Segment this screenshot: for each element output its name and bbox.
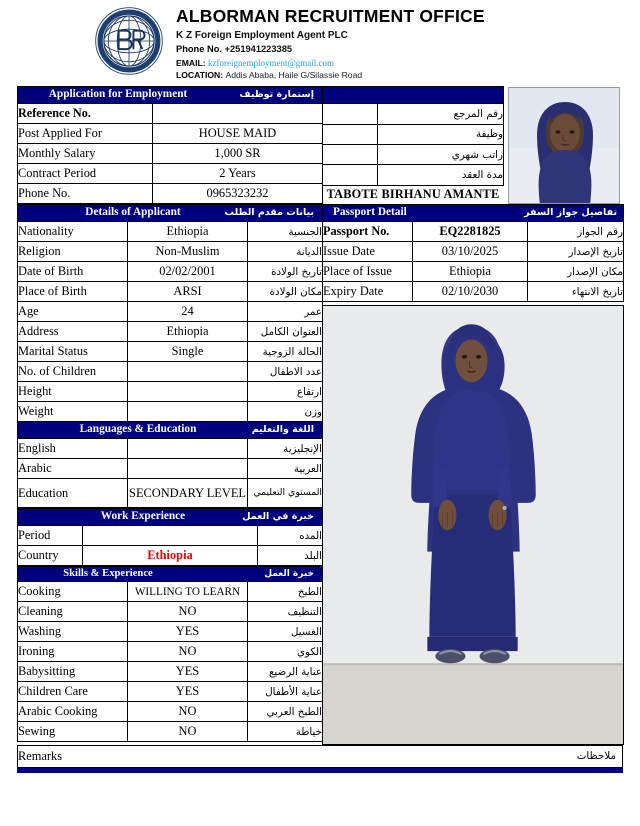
table-row (323, 282, 624, 302)
phone-value: +251941223385 (224, 44, 293, 55)
height-label-ar: ارتفاع (248, 382, 323, 402)
table-row (323, 222, 624, 242)
address-label: Address (18, 322, 128, 342)
arabic-cooking-label-ar: الطبخ العربي (248, 702, 323, 722)
table-row (18, 479, 323, 508)
weight-label: Weight (18, 402, 128, 422)
children-care-label: Children Care (18, 682, 128, 702)
babysitting-label-ar: عناية الرضيع (248, 662, 323, 682)
height-label: Height (18, 382, 128, 402)
reference-no-label: Reference No. (18, 104, 153, 124)
phone-no-label: Phone No. (18, 184, 153, 204)
passport-bar-label-ar: تفاصيل جواز السفر (524, 207, 618, 218)
cooking-value[interactable]: WILLING TO LEARN (128, 582, 248, 602)
letterhead (0, 0, 640, 82)
location-label: LOCATION: (176, 70, 224, 81)
passport-detail-table (322, 204, 624, 745)
footer-bar (17, 768, 623, 773)
monthly-salary-blank[interactable] (323, 144, 378, 164)
cleaning-value[interactable]: NO (128, 602, 248, 622)
application-arabic-and-photo (322, 86, 623, 204)
company-name: ALBORMAN RECRUITMENT OFFICE (176, 6, 485, 26)
address-value[interactable]: Ethiopia (128, 322, 248, 342)
agent-line: K Z Foreign Employment Agent PLC (176, 30, 348, 42)
babysitting-value[interactable]: YES (128, 662, 248, 682)
skills-experience-table (17, 566, 323, 742)
religion-label-ar: الديانة (248, 242, 323, 262)
table-row (18, 382, 323, 402)
country-value[interactable]: Ethiopia (83, 546, 258, 566)
details-bar-label-en: Details of Applicant (85, 206, 181, 218)
education-value[interactable]: SECONDARY LEVEL (128, 479, 248, 508)
period-label-ar: المده (258, 526, 323, 546)
cooking-label: Cooking (18, 582, 128, 602)
no-of-children-value[interactable] (128, 362, 248, 382)
ironing-label: Ironing (18, 642, 128, 662)
languages-bar-label-ar: اللغة والتعليم (251, 424, 315, 435)
table-row (18, 702, 323, 722)
table-row (18, 459, 323, 479)
babysitting-label: Babysitting (18, 662, 128, 682)
applicant-full-body-photo (323, 306, 623, 744)
applicant-passport-photo (508, 87, 620, 204)
passport-no-label: Passport No. (323, 222, 413, 242)
employment-application-form (17, 86, 623, 773)
table-row (18, 526, 323, 546)
passport-no-value[interactable]: EQ2281825 (413, 222, 528, 242)
table-row (18, 262, 323, 282)
table-row (323, 242, 624, 262)
expiry-date-label-ar: تاريخ الانتهاء (528, 282, 624, 302)
table-row (18, 582, 323, 602)
place-of-issue-label-ar: مكان الإصدار (528, 262, 624, 282)
table-row (18, 222, 323, 242)
details-bar-label-ar: بيانات مقدم الطلب (224, 207, 315, 218)
washing-value[interactable]: YES (128, 622, 248, 642)
monthly-salary-label-ar: راتب شهري (378, 144, 504, 164)
details-bar (18, 205, 323, 222)
marital-status-label: Marital Status (18, 342, 128, 362)
monthly-salary-label: Monthly Salary (18, 144, 153, 164)
table-row (18, 546, 323, 566)
location-line (176, 69, 485, 81)
religion-label: Religion (18, 242, 128, 262)
table-row (18, 722, 323, 742)
height-value[interactable] (128, 382, 248, 402)
application-bar (18, 87, 323, 104)
remarks-table (17, 745, 623, 768)
date-of-birth-value[interactable]: 02/02/2001 (128, 262, 248, 282)
arabic-label-ar: العربية (248, 459, 323, 479)
sewing-label-ar: خياطة (248, 722, 323, 742)
marital-status-value[interactable]: Single (128, 342, 248, 362)
table-row (18, 402, 323, 422)
country-label-ar: البلد (258, 546, 323, 566)
address-label-ar: العنوان الكامل (248, 322, 323, 342)
email-value[interactable]: kzforeignemployment@gmail.com (208, 57, 335, 68)
religion-value[interactable]: Non-Muslim (128, 242, 248, 262)
period-value[interactable] (83, 526, 258, 546)
table-row (18, 662, 323, 682)
post-applied-blank[interactable] (323, 124, 378, 144)
remarks-cell[interactable] (18, 746, 623, 768)
table-row (18, 342, 323, 362)
top-block (17, 86, 623, 204)
table-row (18, 144, 323, 164)
left-column (17, 204, 322, 745)
education-label-ar: المستوي التعليمي (248, 479, 323, 508)
ironing-label-ar: الكوي (248, 642, 323, 662)
country-label: Country (18, 546, 83, 566)
place-of-issue-value[interactable]: Ethiopia (413, 262, 528, 282)
work-experience-bar (18, 509, 323, 526)
passport-no-label-ar: رقم الجواز (528, 222, 624, 242)
table-row (18, 362, 323, 382)
arabic-cooking-label: Arabic Cooking (18, 702, 128, 722)
nationality-value[interactable]: Ethiopia (128, 222, 248, 242)
right-column (322, 204, 623, 745)
email-line (176, 57, 485, 70)
passport-bar (323, 205, 624, 222)
applicant-photo-cell (504, 87, 624, 204)
table-row (18, 184, 323, 204)
post-applied-label: Post Applied For (18, 124, 153, 144)
age-value[interactable]: 24 (128, 302, 248, 322)
work-experience-bar-label-ar: خبرة في العمل (242, 511, 315, 522)
washing-label: Washing (18, 622, 128, 642)
table-row (18, 104, 323, 124)
remarks-label: Remarks (18, 749, 63, 764)
weight-label-ar: وزن (248, 402, 323, 422)
table-row (18, 682, 323, 702)
expiry-date-value[interactable]: 02/10/2030 (413, 282, 528, 302)
issue-date-value[interactable]: 03/10/2025 (413, 242, 528, 262)
main-block (17, 204, 623, 745)
date-of-birth-label-ar: تاريخ الولادة (248, 262, 323, 282)
work-experience-bar-label-en: Work Experience (100, 510, 186, 522)
age-label: Age (18, 302, 128, 322)
application-section (17, 86, 322, 204)
cleaning-label-ar: التنظيف (248, 602, 323, 622)
post-applied-value[interactable]: HOUSE MAID (153, 124, 323, 144)
reference-no-label-ar: رقم المرجع (378, 104, 504, 124)
arabic-label: Arabic (18, 459, 128, 479)
applicant-full-body-photo-cell (323, 306, 624, 745)
children-care-label-ar: عناية الأطفال (248, 682, 323, 702)
table-row (18, 282, 323, 302)
languages-bar (18, 422, 323, 439)
contract-period-label-ar: مدة العقد (378, 165, 504, 185)
date-of-birth-label: Date of Birth (18, 262, 128, 282)
table-row (323, 262, 624, 282)
age-label-ar: عمر (248, 302, 323, 322)
application-bar-label-en: Application for Employment (48, 88, 188, 100)
post-applied-label-ar: وظيفة (378, 124, 504, 144)
table-row (18, 602, 323, 622)
english-value[interactable] (128, 439, 248, 459)
nationality-label: Nationality (18, 222, 128, 242)
passport-bar-label-en: Passport Detail (333, 206, 407, 218)
place-of-birth-label: Place of Birth (18, 282, 128, 302)
nationality-label-ar: الجنسية (248, 222, 323, 242)
table-row (18, 439, 323, 459)
table-row (18, 622, 323, 642)
arabic-value[interactable] (128, 459, 248, 479)
monthly-salary-value[interactable]: 1,000 SR (153, 144, 323, 164)
period-label: Period (18, 526, 83, 546)
issue-date-label: Issue Date (323, 242, 413, 262)
table-row (18, 322, 323, 342)
weight-value[interactable] (128, 402, 248, 422)
contract-period-blank[interactable] (323, 165, 378, 185)
arabic-cooking-value[interactable]: NO (128, 702, 248, 722)
applicant-full-name: TABOTE BIRHANU AMANTE (326, 187, 500, 202)
globe-br-logo-icon (92, 4, 166, 78)
remarks-label-ar: ملاحظات (576, 750, 616, 763)
table-row (18, 746, 623, 768)
phone-no-value[interactable]: 0965323232 (153, 184, 323, 204)
phone-line (176, 43, 485, 56)
marital-status-label-ar: الحالة الزوجية (248, 342, 323, 362)
place-of-birth-label-ar: مكان الولادة (248, 282, 323, 302)
washing-label-ar: الغسيل (248, 622, 323, 642)
place-of-issue-label: Place of Issue (323, 262, 413, 282)
table-row (18, 642, 323, 662)
email-label: EMAIL: (176, 57, 206, 68)
details-of-applicant-table (17, 204, 323, 508)
expiry-date-label: Expiry Date (323, 282, 413, 302)
skills-bar-label-en: Skills & Experience (63, 568, 153, 579)
work-experience-table (17, 508, 323, 566)
contract-period-value[interactable]: 2 Years (153, 164, 323, 184)
english-label-ar: الإنجليزية (248, 439, 323, 459)
application-bar-right-filler (323, 87, 504, 104)
issue-date-label-ar: تاريخ الإصدار (528, 242, 624, 262)
phone-label: Phone No. (176, 44, 222, 55)
no-of-children-label-ar: عدد الاطفال (248, 362, 323, 382)
education-label: Education (18, 479, 128, 508)
ironing-value[interactable]: NO (128, 642, 248, 662)
place-of-birth-value[interactable]: ARSI (128, 282, 248, 302)
table-row (18, 124, 323, 144)
skills-bar (18, 567, 323, 582)
cooking-label-ar: الطبخ (248, 582, 323, 602)
english-label: English (18, 439, 128, 459)
sewing-label: Sewing (18, 722, 128, 742)
svg-text:ALBORMAN: ALBORMAN (118, 9, 140, 14)
application-bar-label-ar: إستمارة توظيف (239, 89, 314, 100)
reference-no-value[interactable] (153, 104, 323, 124)
no-of-children-label: No. of Children (18, 362, 128, 382)
children-care-value[interactable]: YES (128, 682, 248, 702)
contract-period-label: Contract Period (18, 164, 153, 184)
table-row (18, 302, 323, 322)
table-row (18, 164, 323, 184)
skills-bar-label-ar: خبرة العمل (264, 569, 315, 579)
location-value: Addis Ababa, Haile G/Silassie Road (225, 70, 363, 81)
sewing-value[interactable]: NO (128, 722, 248, 742)
reference-no-blank[interactable] (323, 104, 378, 124)
languages-bar-label-en: Languages & Education (79, 423, 197, 435)
cleaning-label: Cleaning (18, 602, 128, 622)
table-row (18, 242, 323, 262)
